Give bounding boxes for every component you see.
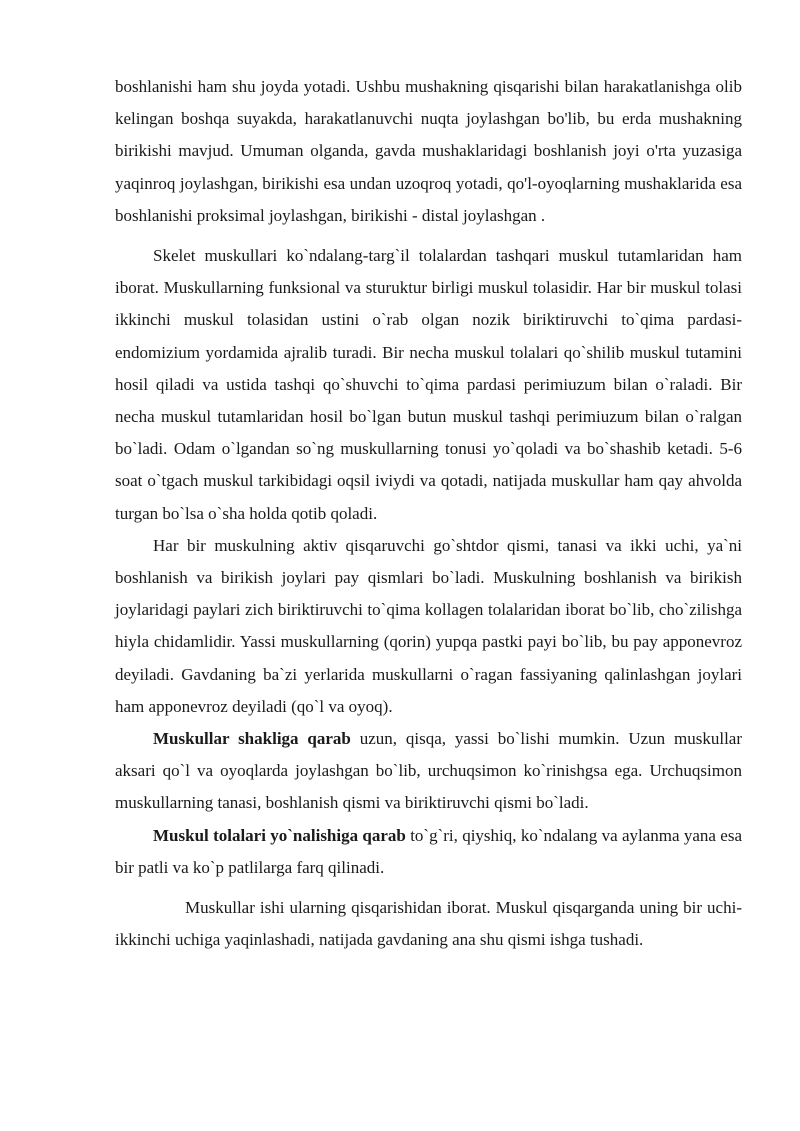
paragraph-fiber-direction-text: to`g`ri, qiyshiq, ko`ndalang va aylanma yana esa bir patli va ko`p patlilarga farq qilinadi.	[115, 825, 742, 877]
paragraph-continuation: boshlanishi ham shu joyda yotadi. Ushbu mushakning qisqarishi bilan harakatlanishga olib kelingan boshqa suyakda, harakatlanuvchi nuqta joylashgan bo'lib, bu erda mushakning birikishi mavjud. Umuman olganda, gavda mushaklaridagi boshlanish joyi o'rta yuzasiga yaqinroq joylashgan, birikishi esa undan uzoqroq yotadi, qo'l-oyoqlarning mushaklarida esa boshlanishi proksimal joylashgan, birikishi - distal joylashgan .	[115, 77, 742, 225]
paragraph-muscle-shape-text: uzun, qisqa, yassi bo`lishi mumkin. Uzun muskullar aksari qo`l va oyoqlarda joylashgan bo`lib, urchuqsimon ko`rinishgsa ega. Urchuqsimon muskullarning tanasi, boshlanish qismi va biriktiruvchi qismi bo`ladi.	[115, 729, 742, 813]
paragraph-muscle-shape	[115, 723, 742, 820]
paragraph-muscle-work: Muskullar ishi ularning qisqarishidan iborat. Muskul qisqarganda uning bir uchi-ikkinchi uchiga yaqinlashadi, natijada gavdaning ana shu qismi ishga tushadi.	[115, 898, 742, 950]
paragraph-fiber-direction	[115, 820, 742, 884]
document-body	[115, 71, 742, 956]
bold-heading-fiber-direction: Muskul tolalari yo`nalishiga qarab	[153, 825, 406, 845]
bold-heading-shape: Muskullar shakliga qarab	[153, 729, 351, 749]
paragraph-skeletal-muscles: Skelet muskullari ko`ndalang-targ`il tolalardan tashqari muskul tutamlaridan ham iborat. Muskullarning funksional va sturuktur birligi muskul tolasidir. Har bir muskul tolasi ikkinchi muskul tolasidan ustini o`rab olgan nozik biriktiruvchi to`qima pardasi-endomizium yordamida ajralib turadi. Bir necha muskul tolalari qo`shilib muskul tutamini hosil qiladi va ustida tashqi qo`shuvchi to`qima pardasi perimiuzum bilan o`raladi. Bir necha muskul tutamlaridan hosil bo`lgan butun muskul tashqi perimiuzum bilan o`ralgan bo`ladi. Odam o`lgandan so`ng muskullarning tonusi yo`qoladi va bo`shashib ketadi. 5-6 soat o`tgach muskul tarkibidagi oqsil iviydi va qotadi, natijada muskullar ham qay ahvolda turgan bo`lsa o`sha holda qotib qoladi.	[115, 246, 742, 523]
paragraph-muscle-parts: Har bir muskulning aktiv qisqaruvchi go`shtdor qismi, tanasi va ikki uchi, ya`ni boshlanish va birikish joylari pay qismlari bo`ladi. Muskulning boshlanish va birikish joylaridagi paylari zich biriktiruvchi to`qima kollagen tolalaridan iborat bo`lib, cho`zilishga hiyla chidamlidir. Yassi muskullarning (qorin) yupqa pastki payi bo`lib, bu pay apponevroz deyiladi. Gavdaning ba`zi yerlarida muskullarni o`ragan fassiyaning qalinlashgan joylari ham apponevroz deyiladi (qo`l va oyoq).	[115, 535, 742, 716]
